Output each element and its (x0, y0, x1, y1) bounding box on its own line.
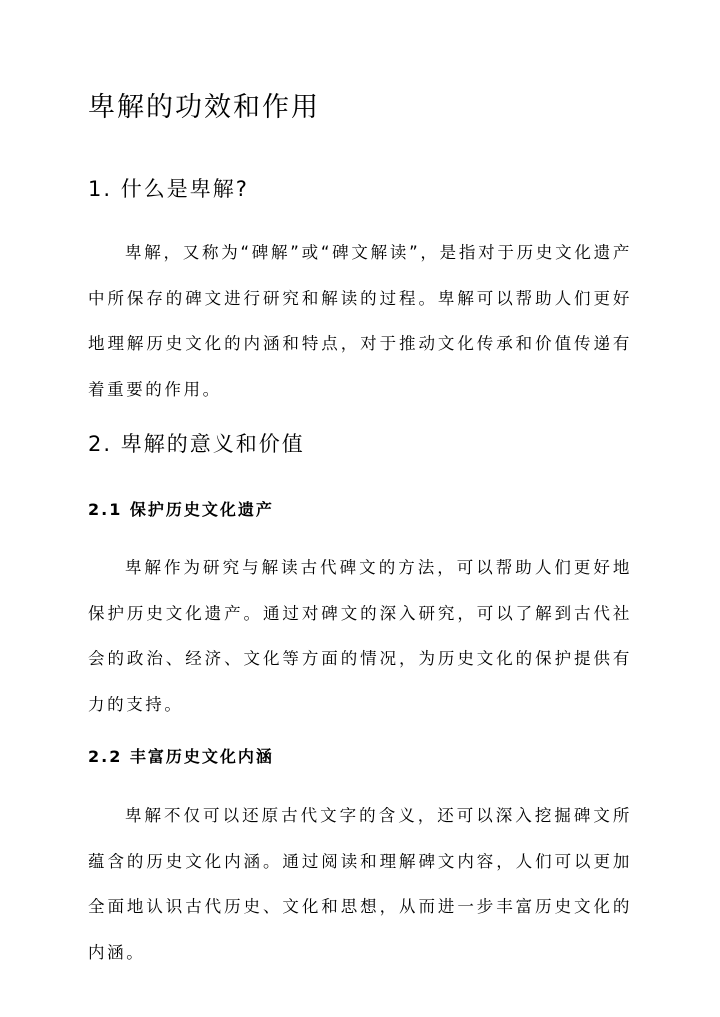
section-2-heading: 2. 卑解的意义和价值 (88, 432, 305, 456)
subsection-2-1-paragraph: 卑解作为研究与解读古代碑文的方法，可以帮助人们更好地保护历史文化遗产。通过对碑文的深入研究，可以了解到古代社会的政治、经济、文化等方面的情况，为历史文化的保护提供有力的支持。 (88, 558, 632, 714)
subsection-2-2-heading: 2.2 丰富历史文化内涵 (88, 747, 274, 766)
subsection-2-1-heading: 2.1 保护历史文化遗产 (88, 500, 274, 519)
document-title: 卑解的功效和作用 (88, 92, 320, 123)
subsection-2-2-paragraph: 卑解不仅可以还原古代文字的含义，还可以深入挖掘碑文所蕴含的历史文化内涵。通过阅读和理解碑文内容，人们可以更加全面地认识古代历史、文化和思想，从而进一步丰富历史文化的内涵。 (88, 806, 632, 962)
section-1-heading: 1. 什么是卑解? (88, 177, 249, 201)
section-1-paragraph: 卑解，又称为“碑解”或“碑文解读”，是指对于历史文化遗产中所保存的碑文进行研究和解读的过程。卑解可以帮助人们更好地理解历史文化的内涵和特点，对于推动文化传承和价值传递有着重要的作用。 (88, 243, 632, 399)
